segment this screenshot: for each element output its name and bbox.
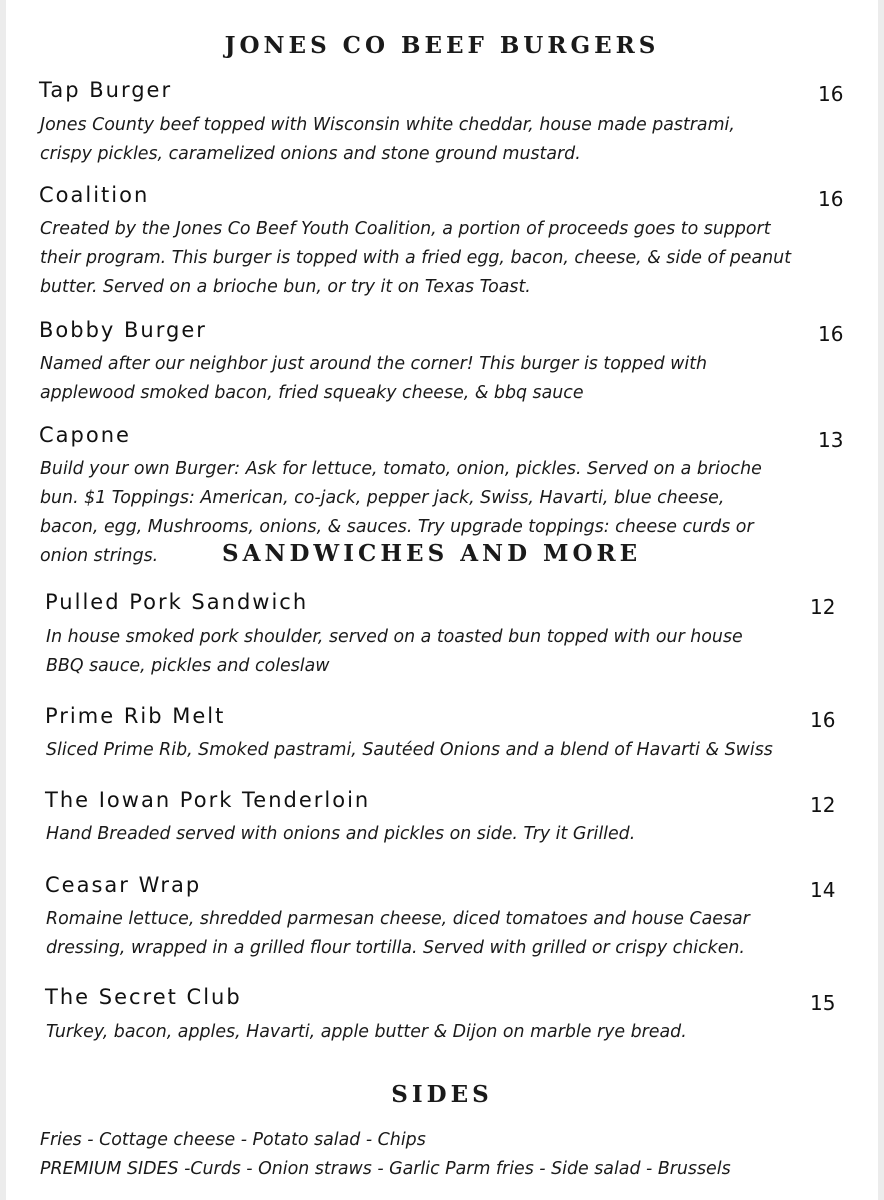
menu-item-name: Prime Rib Melt bbox=[45, 704, 226, 728]
menu-item-name: Bobby Burger bbox=[39, 318, 207, 342]
description-line: Named after our neighbor just around the corner! This burger is topped with bbox=[40, 354, 708, 374]
description-line: Jones County beef topped with Wisconsin white cheddar, house made pastrami, bbox=[40, 115, 735, 135]
description-line: In house smoked pork shoulder, served on a toasted bun topped with our house bbox=[46, 627, 743, 647]
menu-item-price: 15 bbox=[810, 991, 836, 1015]
menu-item-name: Ceasar Wrap bbox=[45, 873, 202, 897]
menu-item-description bbox=[46, 623, 743, 681]
section-heading-burgers: JONES CO BEEF BURGERS bbox=[224, 32, 660, 59]
menu-item-name: Coalition bbox=[39, 183, 150, 207]
description-line: their program. This burger is topped with a fried egg, bacon, cheese, & side of peanut bbox=[40, 248, 792, 268]
description-line: Sliced Prime Rib, Smoked pastrami, Sautéed Onions and a blend of Havarti & Swiss bbox=[46, 740, 773, 760]
menu-item-price: 16 bbox=[818, 82, 844, 106]
menu-item-name: Pulled Pork Sandwich bbox=[45, 590, 309, 614]
menu-item-description bbox=[40, 111, 735, 169]
menu-item-name: The Secret Club bbox=[45, 985, 242, 1009]
menu-item-price: 14 bbox=[810, 878, 836, 902]
description-line: applewood smoked bacon, fried squeaky cheese, & bbq sauce bbox=[40, 383, 584, 403]
sides-list bbox=[40, 1126, 731, 1184]
section-heading-sandwiches: SANDWICHES AND MORE bbox=[222, 540, 642, 567]
menu-item-price: 16 bbox=[818, 187, 844, 211]
page-edge-left bbox=[0, 0, 6, 1200]
description-line: Turkey, bacon, apples, Havarti, apple butter & Dijon on marble rye bread. bbox=[46, 1022, 687, 1042]
description-line: butter. Served on a brioche bun, or try it on Texas Toast. bbox=[40, 277, 531, 297]
menu-item-name: The Iowan Pork Tenderloin bbox=[45, 788, 371, 812]
menu-item-price: 12 bbox=[810, 595, 836, 619]
description-line: Romaine lettuce, shredded parmesan cheese, diced tomatoes and house Caesar bbox=[46, 909, 750, 929]
menu-item-name: Tap Burger bbox=[39, 78, 173, 102]
menu-item-description bbox=[46, 1018, 687, 1047]
menu-item-description bbox=[46, 905, 750, 963]
menu-item-description bbox=[40, 350, 707, 408]
menu-item-name: Capone bbox=[39, 423, 131, 447]
description-line: dressing, wrapped in a grilled flour tortilla. Served with grilled or crispy chicken. bbox=[46, 938, 745, 958]
page-edge-right bbox=[878, 0, 884, 1200]
description-line: Build your own Burger: Ask for lettuce, tomato, onion, pickles. Served on a brioche bbox=[40, 459, 762, 479]
menu-item-description bbox=[40, 215, 791, 302]
description-line: Created by the Jones Co Beef Youth Coalition, a portion of proceeds goes to support bbox=[40, 219, 771, 239]
description-line: bacon, egg, Mushrooms, onions, & sauces. Try upgrade toppings: cheese curds or bbox=[40, 517, 754, 537]
sides-line: Fries - Cottage cheese - Potato salad - Chips bbox=[40, 1130, 426, 1150]
menu-item-price: 12 bbox=[810, 793, 836, 817]
menu-item-description bbox=[46, 736, 773, 765]
sides-line: PREMIUM SIDES -Curds - Onion straws - Garlic Parm fries - Side salad - Brussels bbox=[40, 1159, 731, 1179]
menu-item-description bbox=[46, 820, 635, 849]
description-line: crispy pickles, caramelized onions and stone ground mustard. bbox=[40, 144, 581, 164]
description-line: BBQ sauce, pickles and coleslaw bbox=[46, 656, 330, 676]
menu-item-price: 16 bbox=[818, 322, 844, 346]
menu-item-price: 16 bbox=[810, 708, 836, 732]
description-line: bun. $1 Toppings: American, co-jack, pepper jack, Swiss, Havarti, blue cheese, bbox=[40, 488, 725, 508]
section-heading-sides: SIDES bbox=[391, 1081, 493, 1108]
description-line: onion strings. bbox=[40, 546, 159, 566]
menu-item-price: 13 bbox=[818, 428, 844, 452]
description-line: Hand Breaded served with onions and pickles on side. Try it Grilled. bbox=[46, 824, 636, 844]
